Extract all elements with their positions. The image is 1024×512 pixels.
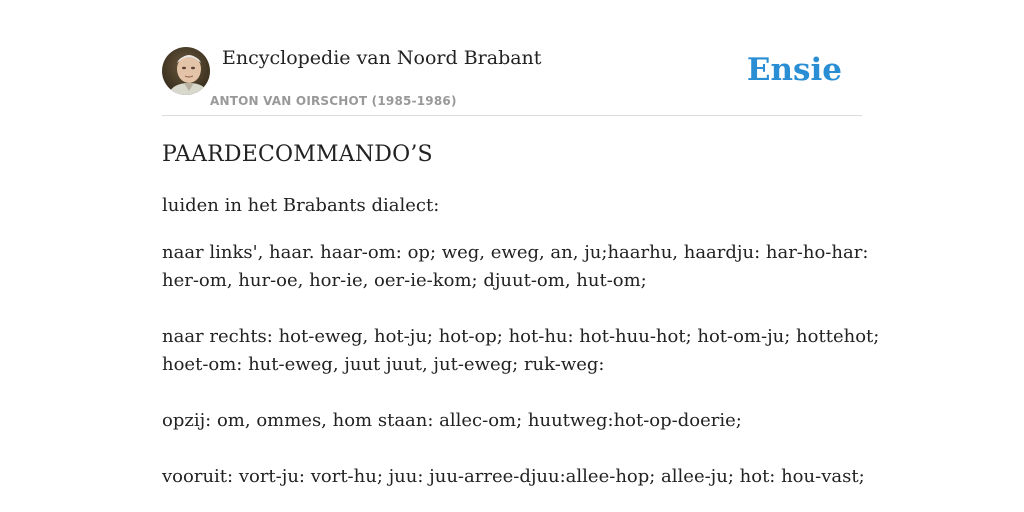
entry-paragraph-left-commands	[162, 239, 868, 295]
paragraph-line: her-om, hur-oe, hor-ie, oer-ie-kom; djuut-om, hut-om;	[162, 270, 647, 291]
paragraph-line: naar links', haar. haar-om: op; weg, eweg, an, ju;haarhu, haardju: har-ho-har:	[162, 242, 869, 263]
entry-card	[162, 0, 880, 512]
author-portrait-icon	[162, 47, 210, 95]
paragraph-line: naar rechts: hot-eweg, hot-ju; hot-op; hot-hu: hot-huu-hot; hot-om-ju; hottehot;	[162, 326, 880, 347]
entry-intro: luiden in het Brabants dialect:	[162, 195, 440, 216]
entry-paragraph-aside-commands	[162, 407, 742, 435]
entry-paragraph-forward-commands	[162, 463, 865, 491]
entry-paragraph-right-commands	[162, 323, 879, 379]
paragraph-line: opzij: om, ommes, hom staan: allec-om; huutweg:hot-op-doerie;	[162, 410, 742, 431]
author-avatar[interactable]	[162, 47, 210, 95]
entry-header	[162, 0, 862, 116]
author-name[interactable]: ANTON VAN OIRSCHOT (1985-1986)	[210, 94, 457, 108]
entry-title: PAARDECOMMANDO’S	[162, 142, 433, 167]
paragraph-line: vooruit: vort-ju: vort-hu; juu: juu-arree-djuu:allee-hop; allee-ju; hot: hou-vast;	[162, 466, 865, 487]
paragraph-line: hoet-om: hut-eweg, juut juut, jut-eweg; ruk-weg:	[162, 354, 605, 375]
ensie-logo[interactable]: Ensie	[746, 52, 842, 88]
source-title[interactable]: Encyclopedie van Noord Brabant	[222, 47, 542, 69]
